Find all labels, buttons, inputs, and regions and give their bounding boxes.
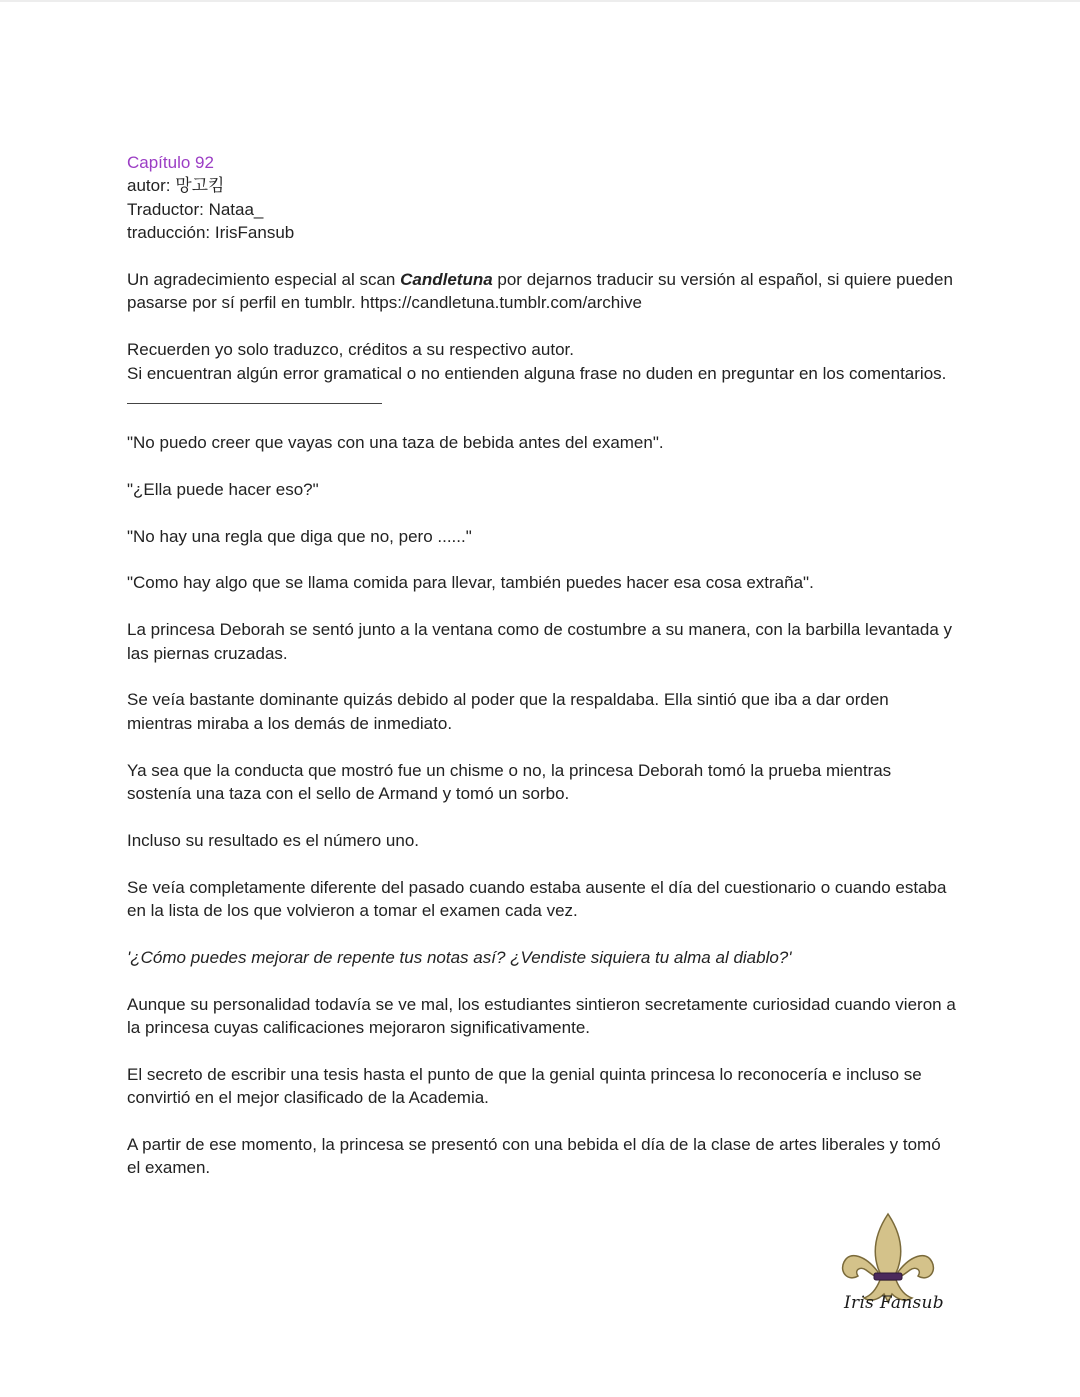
story-paragraph: Incluso su resultado es el número uno. <box>127 830 420 850</box>
story-paragraph: "No hay una regla que diga que no, pero ......" <box>127 526 472 546</box>
story-paragraph: La princesa Deborah se sentó junto a la ventana como de costumbre a su manera, con la barbilla levantada y las piernas cruzadas. <box>127 620 952 663</box>
thanks-after: por dejarnos traducir su versión al español, si quiere pueden pasarse por sí perfil en tumblr. https://candletuna.tumblr.com/archive <box>127 270 953 313</box>
logo-text: Iris Fansub <box>844 1293 944 1313</box>
story-paragraph: Ya sea que la conducta que mostró fue un chisme o no, la princesa Deborah tomó la prueba mientras sostenía una taza con el sello de Armand y tomó un sorbo. <box>127 760 892 804</box>
story-paragraph: A partir de ese momento, la princesa se presentó con una bebida el día de la clase de artes liberales y tomó el examen. <box>127 1135 941 1178</box>
thanks-paragraph <box>127 268 957 315</box>
translator-line: Traductor: Nataa_ <box>127 199 264 219</box>
top-border <box>0 0 1080 2</box>
separator-line <box>127 403 382 404</box>
story-paragraph: Se veía bastante dominante quizás debido al poder que la respaldaba. Ella sintió que iba a dar orden mientras miraba a los demás de inmediato. <box>127 690 889 733</box>
story-paragraph: "No puedo creer que vayas con una taza de bebida antes del examen". <box>127 433 664 453</box>
story-paragraph: Se veía completamente diferente del pasado cuando estaba ausente el día del cuestionario o cuando estaba en la lista de los que volvieron a tomar el examen cada vez. <box>127 877 947 921</box>
note-errors: Si encuentran algún error gramatical o no entienden alguna frase no duden en preguntar en los comentarios. <box>127 363 947 383</box>
story-paragraph: Aunque su personalidad todavía se ve mal, los estudiantes sintieron secretamente curiosidad cuando vieron a la princesa cuyas calificaciones mejoraron significativamente. <box>127 994 956 1038</box>
document-body <box>127 151 957 1180</box>
translation-line: traducción: IrisFansub <box>127 223 295 243</box>
thanks-before: Un agradecimiento especial al scan <box>127 270 401 290</box>
story-paragraph: "¿Ella puede hacer eso?" <box>127 479 319 499</box>
note-credits: Recuerden yo solo traduzco, créditos a su respectivo autor. <box>127 340 574 360</box>
story-paragraph: "Como hay algo que se llama comida para llevar, también puedes hacer esa cosa extraña". <box>127 573 814 593</box>
chapter-title: Capítulo 92 <box>127 153 214 172</box>
scan-name: Candletuna <box>400 270 493 290</box>
story-paragraph-italic: '¿Cómo puedes mejorar de repente tus notas así? ¿Vendiste siquiera tu alma al diablo?' <box>127 947 792 967</box>
author-line: autor: 망고킴 <box>127 176 225 196</box>
story-paragraph: El secreto de escribir una tesis hasta el punto de que la genial quinta princesa lo reconocería e incluso se convirtió en el mejor clasificado de la Academia. <box>127 1064 922 1108</box>
